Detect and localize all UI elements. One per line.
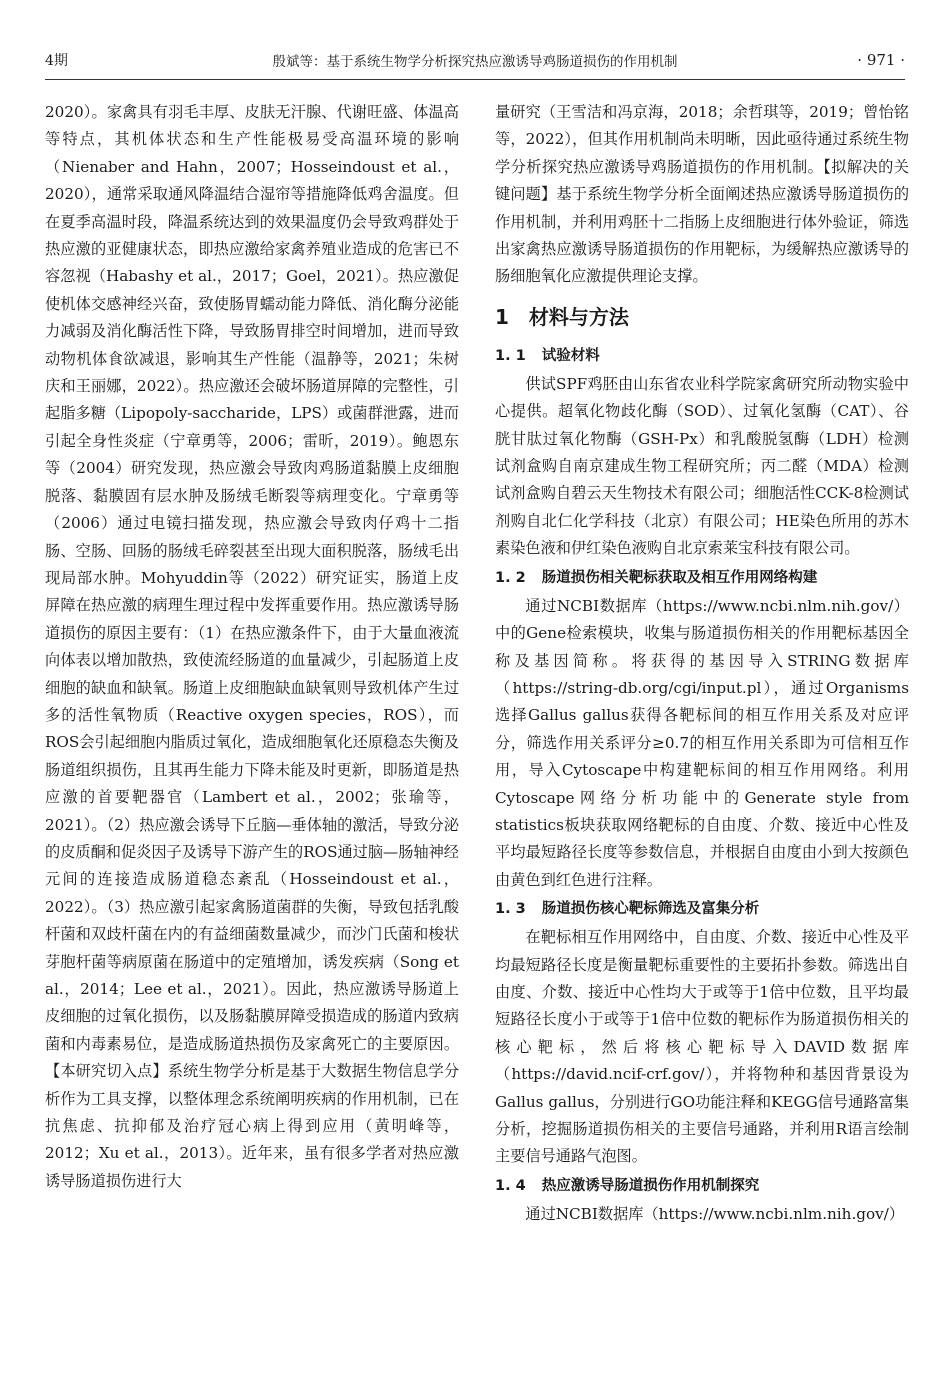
subsection-number: 1. 1 xyxy=(495,347,526,364)
section-heading-1 xyxy=(495,295,909,339)
page-number: · 971 · xyxy=(857,51,905,69)
subsection-title: 热应激诱导肠道损伤作用机制探究 xyxy=(541,1177,760,1194)
right-column xyxy=(495,99,909,1228)
running-title: 殷斌等：基于系统生物学分析探究热应激诱导鸡肠道损伤的作用机制 xyxy=(272,54,678,70)
subsection-heading-1-4 xyxy=(495,1171,909,1201)
subsection-number: 1. 3 xyxy=(495,901,526,918)
left-column xyxy=(45,99,459,1195)
subsection-number: 1. 4 xyxy=(495,1177,526,1194)
section-title: 材料与方法 xyxy=(528,304,629,329)
section-number: 1 xyxy=(495,304,509,329)
subsection-number: 1. 2 xyxy=(495,569,526,586)
subsection-text-1-3: 在靶标相互作用网络中，自由度、介数、接近中心性及平均最短路径长度是衡量靶标重要性的主要拓扑参数。筛选出自由度、介数、接近中心性均大于或等于1倍中位数，且平均最短路径长度小于或等于1倍中位数的靶标作为肠道损伤相关的核心靶标，然后将核心靶标导入DAVID数据库（https://david.ncif-crf.gov/），并将物种和基因背景设为Gallus gallus，分别进行GO功能注释和KEGG信号通路富集分析，挖掘肠道损伤相关的主要信号通路，并利用R语言绘制主要信号通路气泡图。 xyxy=(495,928,909,1166)
subsection-heading-1-3 xyxy=(495,894,909,924)
subsection-title: 肠道损伤核心靶标筛选及富集分析 xyxy=(541,901,760,918)
subsection-text-1-2: 通过NCBI数据库（https://www.ncbi.nlm.nih.gov/）中的Gene检索模块，收集与肠道损伤相关的作用靶标基因全称及基因简称。将获得的基因导入STRING数据库（https://string-db.org/cgi/input.pl），通过Organisms选择Gallus gallus获得各靶标间的相互作用关系及对应评分，筛选作用关系评分≥0.7的相互作用关系即为可信相互作用，导入Cytoscape中构建靶标间的相互作用网络。利用Cytoscape网络分析功能中的Generate style from statistics板块获取网络靶标的自由度、介数、接近中心性及平均最短路径长度等参数信息，并根据自由度由小到大按颜色由黄色到红色进行注释。 xyxy=(495,596,909,889)
subsection-heading-1-2 xyxy=(495,563,909,593)
subsection-text-1-4: 通过NCBI数据库（https://www.ncbi.nlm.nih.gov/） xyxy=(525,1204,905,1223)
header-rule xyxy=(45,79,905,80)
intro-paragraph: 2020）。家禽具有羽毛丰厚、皮肤无汗腺、代谢旺盛、体温高等特点，其机体状态和生产性能极易受高温环境的影响（Nienaber and Hahn，2007；Hosseindoust et al.，2020），通常采取通风降温结合湿帘等措施降低鸡舍温度。但在夏季高温时段，降温系统达到的效果温度仍会导致鸡群处于热应激的亚健康状态，即热应激给家禽养殖业造成的危害已不容忽视（Habashy et al.，2017；Goel，2021）。热应激促使机体交感神经兴奋，致使肠胃蠕动能力降低、消化酶分泌能力减弱及消化酶活性下降，导致肠胃排空时间增加，进而导致动物机体食欲减退，影响其生产性能（温静等，2021；朱树庆和王丽娜，2022）。热应激还会破坏肠道屏障的完整性，引起脂多糖（Lipopoly-saccharide，LPS）或菌群泄露，进而引起全身性炎症（宁章勇等，2006；雷昕，2019）。鲍恩东等（2004）研究发现，热应激会导致肉鸡肠道黏膜上皮细胞脱落、黏膜固有层水肿及肠绒毛断裂等病理变化。宁章勇等（2006）通过电镜扫描发现，热应激会导致肉仔鸡十二指肠、空肠、回肠的肠绒毛碎裂甚至出现大面积脱落，肠绒毛出现局部水肿。Mohyuddin等（2022）研究证实，肠道上皮屏障在热应激的病理生理过程中发挥重要作用。热应激诱导肠道损伤的原因主要有：（1）在热应激条件下，由于大量血液流向体表以增加散热，致使流经肠道的血量减少，引起肠道上皮细胞的缺血和缺氧。肠道上皮细胞缺血缺氧则导致机体产生过多的活性氧物质（Reactive oxygen species，ROS），而ROS会引起细胞内脂质过氧化，造成细胞氧化还原稳态失衡及肠道组织损伤，且其再生能力下降未能及时更新，即肠道是热应激的首要靶器官（Lambert et al.，2002；张瑜等，2021）。（2）热应激会诱导下丘脑—垂体轴的激活，导致分泌的皮质酮和促炎因子及诱导下游产生的ROS通过脑—肠轴神经元间的连接造成肠道稳态紊乱（Hosseindoust et al.，2022）。（3）热应激引起家禽肠道菌群的失衡，导致包括乳酸杆菌和双歧杆菌在内的有益细菌数量减少，而沙门氏菌和梭状芽胞杆菌等病原菌在肠道中的定殖增加，诱发疾病（Song et al.，2014；Lee et al.，2021）。因此，热应激诱导肠道上皮细胞的过氧化损伤，以及肠黏膜屏障受损造成的肠道内致病菌和内毒素易位，是造成肠道热损伤及家禽死亡的主要原因。【本研究切入点】系统生物学分析是基于大数据生物信息学分析作为工具支撑，以整体理念系统阐明疾病的作用机制，已在抗焦虑、抗抑郁及治疗冠心病上得到应用（黄明峰等，2012；Xu et al.，2013）。近年来，虽有很多学者对热应激诱导肠道损伤进行大 xyxy=(45,103,459,1190)
subsection-heading-1-1 xyxy=(495,341,909,371)
running-header xyxy=(45,46,905,74)
intro-paragraph-continued: 量研究（王雪洁和冯京海，2018；余哲琪等，2019；曾怡铭等，2022），但其作用机制尚未明晰，因此亟待通过系统生物学分析探究热应激诱导鸡肠道损伤的作用机制。【拟解决的关键问题】基于系统生物学分析全面阐述热应激诱导肠道损伤的作用机制，并利用鸡胚十二指肠上皮细胞进行体外验证，筛选出家禽热应激诱导肠道损伤的作用靶标，为缓解热应激诱导的肠细胞氧化应激提供理论支撑。 xyxy=(495,103,909,286)
subsection-title: 试验材料 xyxy=(541,347,600,364)
issue-number: 4期 xyxy=(45,53,68,69)
subsection-title: 肠道损伤相关靶标获取及相互作用网络构建 xyxy=(541,569,818,586)
subsection-text-1-1: 供试SPF鸡胚由山东省农业科学院家禽研究所动物实验中心提供。超氧化物歧化酶（SOD）、过氧化氢酶（CAT）、谷胱甘肽过氧化物酶（GSH-Px）和乳酸脱氢酶（LDH）检测试剂盒购自南京建成生物工程研究所；丙二醛（MDA）检测试剂盒购自碧云天生物技术有限公司；细胞活性CCK-8检测试剂购自北仁化学科技（北京）有限公司；HE染色所用的苏木素染色液和伊红染色液购自北京索莱宝科技有限公司。 xyxy=(495,374,909,558)
